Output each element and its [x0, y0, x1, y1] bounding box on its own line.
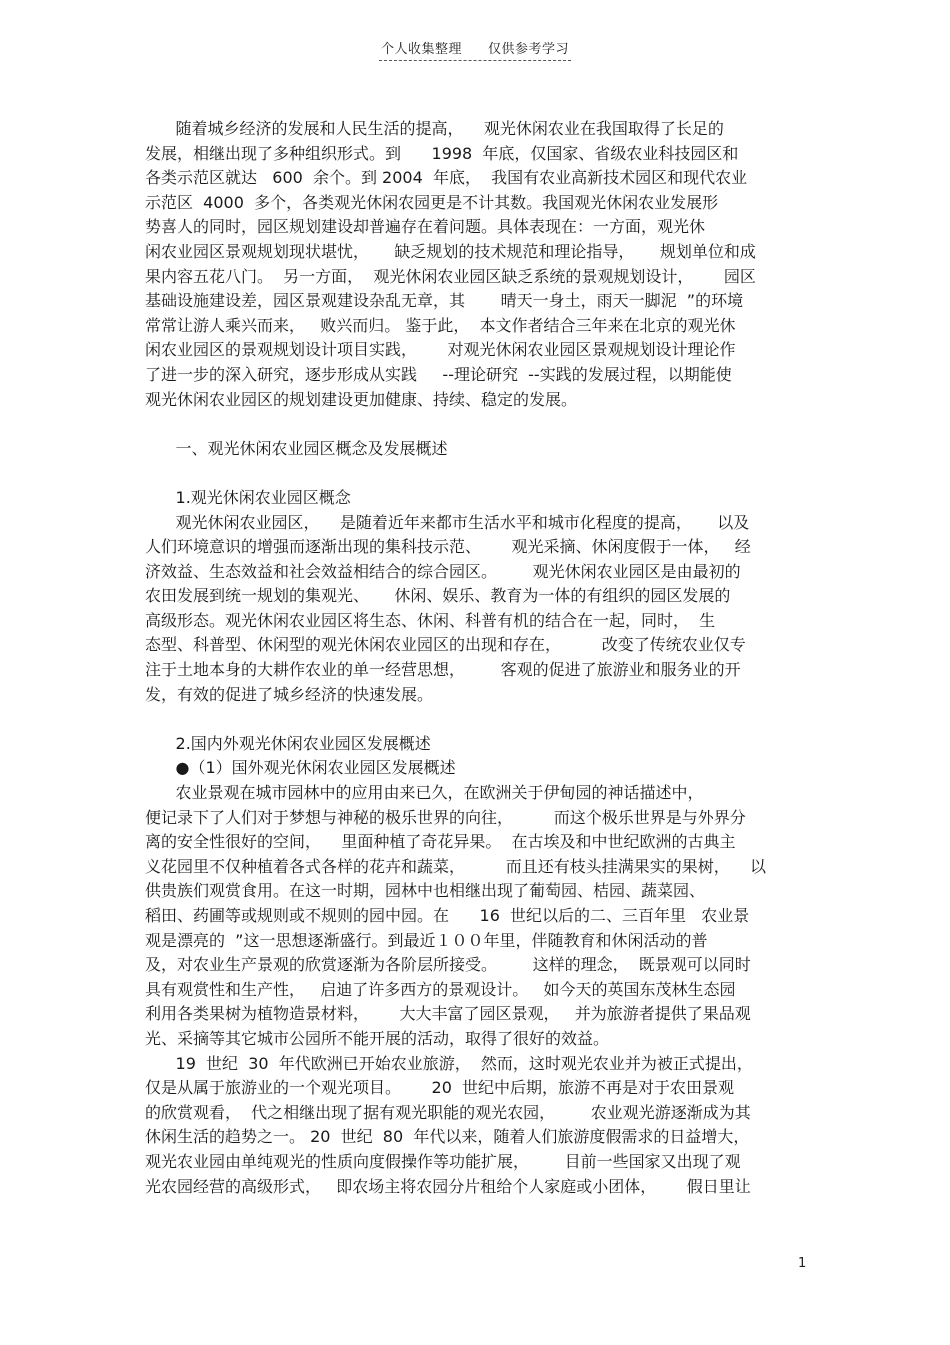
text-line: 闲农业园区景观规划现状堪忧， 缺乏规划的技术规范和理论指导， 规划单位和成: [145, 241, 756, 261]
subsection-heading: 1.观光休闲农业园区概念: [145, 487, 351, 507]
text-line: 人们环境意识的增强而逐渐出现的集科技示范、 观光采摘、休闲度假于一体， 经: [145, 537, 751, 557]
text-line: 及，对农业生产景观的欣赏逐渐为各阶层所接受。 这样的理念， 既景观可以同时: [145, 955, 751, 975]
text-line: 利用各类果树为植物造景材料， 大大丰富了园区景观， 并为旅游者提供了果品观: [145, 1004, 751, 1024]
section-heading: 一、观光休闲农业园区概念及发展概述: [145, 438, 448, 458]
header-left-text: 个人收集整理: [380, 42, 462, 57]
text-line: 了进一步的深入研究，逐步形成从实践 --理论研究 --实践的发展过程，以期能使: [145, 364, 732, 384]
document-body: [145, 117, 810, 1199]
text-line: 基础设施建设差，园区景观建设杂乱无章，其 晴天一身土，雨天一脚泥 ”的环境: [145, 291, 744, 311]
subsection-heading: 2.国内外观光休闲农业园区发展概述: [145, 733, 431, 753]
text-line: 示范区 4000 多个，各类观光休闲农园更是不计其数。我国观光休闲农业发展形: [145, 192, 719, 212]
text-line: 便记录下了人们对于梦想与神秘的极乐世界的向往， 而这个极乐世界是与外界分: [145, 807, 746, 827]
text-line: 济效益、生态效益和社会效益相结合的综合园区。 观光休闲农业园区是由最初的: [145, 561, 741, 581]
paragraph-concept: [145, 511, 810, 708]
header-watermark: [379, 38, 571, 61]
text-line: 各类示范区就达 600 余个。到 2004 年底， 我国有农业高新技术园区和现代农业: [145, 168, 748, 188]
text-line: 观光农业园由单纯观光的性质向度假操作等功能扩展， 目前一些国家又出现了观: [145, 1151, 741, 1171]
text-line: 高级形态。观光休闲农业园区将生态、休闲、科普有机的结合在一起，同时， 生: [145, 610, 716, 630]
text-line: 稻田、药圃等或规则或不规则的园中园。在 16 世纪以后的二、三百年里 农业景: [145, 906, 750, 925]
header-right-text: 仅供参考学习: [488, 42, 570, 57]
text-line: 光、采摘等其它城市公园所不能开展的活动，取得了很好的效益。: [145, 1028, 610, 1048]
text-line: 供贵族们观赏食用。在这一时期，园林中也相继出现了葡萄园、桔园、蔬菜园、: [145, 881, 706, 901]
text-line: 具有观赏性和生产性， 启迪了许多西方的景观设计。 如今天的英国东茂林生态园: [145, 979, 736, 999]
text-line: 19 世纪 30 年代欧洲已开始农业旅游， 然而，这时观光农业并为被正式提出，: [145, 1053, 753, 1073]
text-line: 休闲生活的趋势之一。 20 世纪 80 年代以来，随着人们旅游度假需求的日益增大，: [145, 1127, 750, 1147]
text-line: 仅是从属于旅游业的一个观光项目。 20 世纪中后期，旅游不再是对于农田景观: [145, 1078, 735, 1098]
page-number: 1: [798, 1256, 807, 1271]
text-line: 观光休闲农业园区的规划建设更加健康、持续、稳定的发展。: [145, 389, 578, 409]
paragraph-intro: [145, 117, 810, 412]
text-line: 果内容五花八门。 另一方面， 观光休闲农业园区缺乏系统的景观规划设计， 园区: [145, 266, 756, 286]
text-line: 离的安全性很好的空间， 里面种植了奇花异果。 在古埃及和中世纪欧洲的古典主: [145, 832, 736, 852]
text-line: 势喜人的同时，园区规划建设却普遍存在着问题。具体表现在：一方面，观光休: [145, 217, 706, 237]
text-line: 观光休闲农业园区， 是随着近年来都市生活水平和城市化程度的提高， 以及: [145, 512, 750, 532]
text-line: 义花园里不仅种植着各式各样的花卉和蔬菜， 而且还有枝头挂满果实的果树， 以: [145, 856, 767, 876]
paragraph-foreign-history: [145, 781, 810, 1052]
bullet-heading: ●（1）国外观光休闲农业园区发展概述: [145, 758, 456, 778]
paragraph-agritourism: [145, 1052, 810, 1200]
text-line: 闲农业园区的景观规划设计项目实践， 对观光休闲农业园区景观规划设计理论作: [145, 340, 736, 360]
text-line: 发展，相继出现了多种组织形式。到 1998 年底，仅国家、省级农业科技园区和: [145, 143, 739, 163]
text-line: 发，有效的促进了城乡经济的快速发展。: [145, 684, 434, 704]
page-header: [0, 38, 950, 61]
text-line: 常常让游人乘兴而来， 败兴而归。 鉴于此， 本文作者结合三年来在北京的观光休: [145, 315, 736, 335]
text-line: 注于土地本身的大耕作农业的单一经营思想， 客观的促进了旅游业和服务业的开: [145, 660, 741, 680]
text-line: 的欣赏观看， 代之相继出现了据有观光职能的观光农园， 农业观光游逐渐成为其: [145, 1102, 751, 1122]
text-line: 农业景观在城市园林中的应用由来已久，在欧洲关于伊甸园的神话描述中，: [145, 783, 704, 803]
text-line: 随着城乡经济的发展和人民生活的提高， 观光休闲农业在我国取得了长足的: [145, 119, 724, 138]
text-line: 态型、科普型、休闲型的观光休闲农业园区的出现和存在， 改变了传统农业仅专: [145, 635, 746, 655]
text-line: 农田发展到统一规划的集观光、 休闲、娱乐、教育为一体的有组织的园区发展的: [145, 586, 731, 606]
text-line: 光农园经营的高级形式， 即农场主将农园分片租给个人家庭或小团体， 假日里让: [145, 1176, 751, 1196]
text-line: 观是漂亮的 ”这一思想逐渐盛行。到最近１００年里，伴随教育和休闲活动的普: [145, 930, 708, 950]
